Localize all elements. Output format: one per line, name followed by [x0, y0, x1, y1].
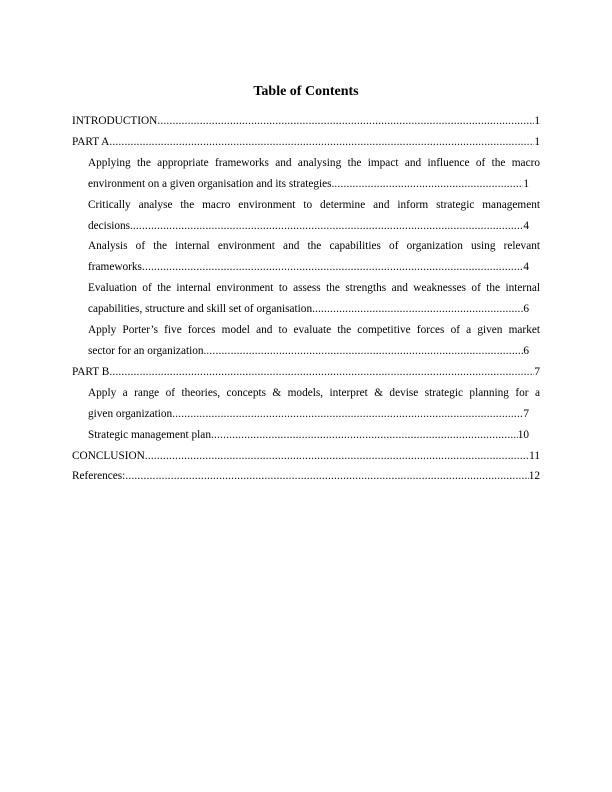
toc-entry-porter-five-forces[interactable]: [72, 320, 540, 362]
toc-page-number: 6: [523, 344, 529, 357]
toc-entry-label: environment on a given organisation and its strategies.: [88, 177, 335, 190]
toc-entry-label: PART B: [72, 365, 110, 378]
toc-page-number: 1: [534, 135, 540, 148]
toc-page-number: 11: [529, 449, 540, 462]
toc-entry-label: sector for an organization.: [88, 344, 207, 357]
toc-entry-label: References:: [72, 470, 126, 483]
dot-leader: [133, 216, 523, 237]
toc-entry-label: given organization: [88, 407, 173, 420]
toc-entry-strategic-management-plan[interactable]: [72, 425, 540, 446]
toc-entry-label-line1: Apply Porter’s five forces model and to evaluate the competitive forces of a given market: [88, 324, 540, 337]
toc-entry-references[interactable]: [72, 466, 540, 487]
toc-page-number: 12: [528, 470, 540, 483]
dot-leader: [109, 132, 534, 153]
dot-leader: [145, 446, 529, 467]
dot-leader: [109, 362, 534, 383]
toc-entry-label: frameworks: [88, 261, 142, 274]
toc-entry-internal-analysis[interactable]: [72, 236, 540, 278]
dot-leader: [157, 111, 534, 132]
toc-entry-conclusion[interactable]: [72, 446, 540, 467]
toc-entry-internal-evaluation[interactable]: [72, 278, 540, 320]
toc-entry-strategic-planning[interactable]: [72, 383, 540, 425]
toc-entry-introduction[interactable]: [72, 111, 540, 132]
toc-entry-label: capabilities, structure and skill set of organisation.: [88, 303, 315, 316]
toc-entry-part-b[interactable]: [72, 362, 540, 383]
toc-entry-label: INTRODUCTION: [72, 115, 158, 127]
toc-page-number: 1: [534, 115, 540, 127]
toc-entry-macro-frameworks[interactable]: [72, 153, 540, 195]
toc-entry-label-line1: Apply a range of theories, concepts & models, interpret & devise strategic planning for a: [88, 386, 540, 399]
toc-entry-label-line1: Applying the appropriate frameworks and analysing the impact and influence of the macro: [88, 156, 540, 169]
toc-page-number: 10: [517, 428, 529, 441]
toc-page-number: 1: [523, 177, 529, 190]
dot-leader: [315, 299, 523, 320]
dot-leader: [142, 257, 523, 278]
toc-entry-part-a[interactable]: [72, 132, 540, 153]
dot-leader: [334, 174, 523, 195]
toc-page-number: 7: [534, 365, 540, 378]
toc-page-number: 4: [523, 261, 529, 274]
toc-page-number: 4: [523, 219, 529, 232]
toc-entry-macro-analysis[interactable]: [72, 195, 540, 237]
dot-leader: [206, 341, 523, 362]
toc-entry-label: PART A: [72, 135, 110, 148]
toc-entry-label: decisions.: [88, 219, 133, 232]
dot-leader: [211, 425, 518, 446]
dot-leader: [125, 466, 528, 487]
dot-leader: [172, 404, 523, 425]
toc-page-number: 7: [523, 407, 529, 420]
toc-entry-label-line1: Critically analyse the macro environment to determine and inform strategic management: [88, 198, 540, 211]
toc-entry-label-line1: Analysis of the internal environment and the capabilities of organization using relevant: [88, 240, 540, 253]
toc-page-number: 6: [523, 303, 529, 316]
toc-entry-label-line1: Evaluation of the internal environment to assess the strengths and weaknesses of the internal: [88, 282, 540, 295]
table-of-contents: [72, 111, 540, 487]
toc-title: Table of Contents: [253, 84, 359, 99]
toc-entry-label: Strategic management plan: [88, 428, 211, 441]
toc-entry-label: CONCLUSION: [72, 449, 145, 462]
